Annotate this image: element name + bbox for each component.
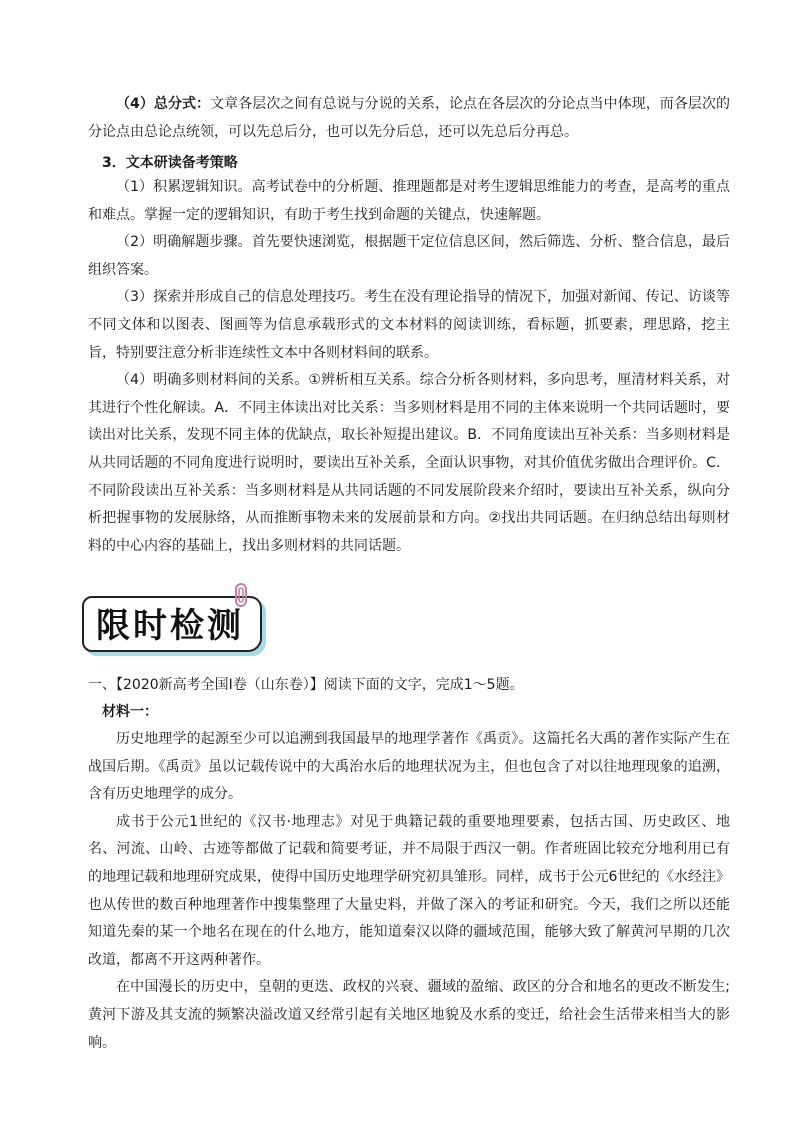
section-banner <box>82 596 260 650</box>
material-paragraph-3: 在中国漫长的历史中，皇朝的更迭、政权的兴衰、疆域的盈缩、政区的分合和地名的更改不断发生;黄河下游及其支流的频繁决溢改道又经常引起有关地区地貌及水系的变迁，给社会生活带来相当大的影响。 <box>88 979 730 1051</box>
strategy-item-3: （3）探索并形成自己的信息处理技巧。考生在没有理论指导的情况下，加强对新闻、传记、访谈等不同文体和以图表、图画等为信息承载形式的文本材料的阅读训练，看标题，抓要素，理思路，挖主旨，特别要注意分析非连续性文本中各则材料间的联系。 <box>88 289 730 361</box>
strategy-item-1: （1）积累逻辑知识。高考试卷中的分析题、推理题都是对考生逻辑思维能力的考查，是高考的重点和难点。掌握一定的逻辑知识，有助于考生找到命题的关键点，快速解题。 <box>88 179 730 223</box>
paragraph-total-split <box>88 91 730 146</box>
strategy-item-4: （4）明确多则材料间的关系。①辨析相互关系。综合分析各则材料，多向思考，厘清材料关系，对其进行个性化解读。A．不同主体读出对比关系：当多则材料是用不同的主体来说明一个共同话题时，要读出对比关系，发现不同主体的优缺点，取长补短提出建议。B．不同角度读出互补关系：当多则材料是从共同话题的不同角度进行说明时，要读出互补关系，全面认识事物，对其价值优劣做出合理评价。C．不同阶段读出互补关系：当多则材料是从共同话题的不同发展阶段来介绍时，要读出互补关系，纵向分析把握事物的发展脉络，从而推断事物未来的发展前景和方向。②找出共同话题。在归纳总结出每则材料的中心内容的基础上，找出多则材料的共同话题。 <box>88 372 730 554</box>
question-heading: 一、【2020新高考全国Ⅰ卷（山东卷）】阅读下面的文字，完成1～5题。 <box>88 677 524 693</box>
material-label: 材料一： <box>102 704 158 720</box>
section-heading: 3．文本研读备考策略 <box>102 155 238 171</box>
paragraph-text: 文章各层次之间有总说与分说的关系，论点在各层次的分论点当中体现，而各层次的分论点由总论点统领，可以先总后分，也可以先分后总，还可以先总后分再总。 <box>88 96 730 140</box>
material-one <box>88 726 730 1057</box>
paperclip-icon <box>230 582 252 610</box>
strategy-list <box>88 174 730 560</box>
material-paragraph-1: 历史地理学的起源至少可以追溯到我国最早的地理学著作《禹贡》。这篇托名大禹的著作实际产生在战国后期。《禹贡》虽以记载传说中的大禹治水后的地理状况为主，但也包含了对以往地理现象的追溯，含有历史地理学的成分。 <box>88 731 730 803</box>
material-paragraph-2: 成书于公元1世纪的《汉书·地理志》对见于典籍记载的重要地理要素，包括古国、历史政区、地名、河流、山岭、古迹等都做了记载和简要考证，并不局限于西汉一朝。作者班固比较充分地利用已有的地理记载和地理研究成果，使得中国历史地理学研究初具雏形。同样，成书于公元6世纪的《水经注》也从传世的数百种地理著作中搜集整理了大量史料，并做了深入的考证和研究。今天，我们之所以还能知道先秦的某一个地名在现在的什么地方，能知道秦汉以降的疆域范围，能够大致了解黄河早期的几次改道，都离不开这两种著作。 <box>88 813 730 968</box>
paragraph-label: （4）总分式： <box>116 96 211 112</box>
banner-title: 限时检测 <box>96 605 244 646</box>
strategy-item-2: （2）明确解题步骤。首先要快速浏览，根据题干定位信息区间，然后筛选、分析、整合信息，最后组织答案。 <box>88 234 730 278</box>
